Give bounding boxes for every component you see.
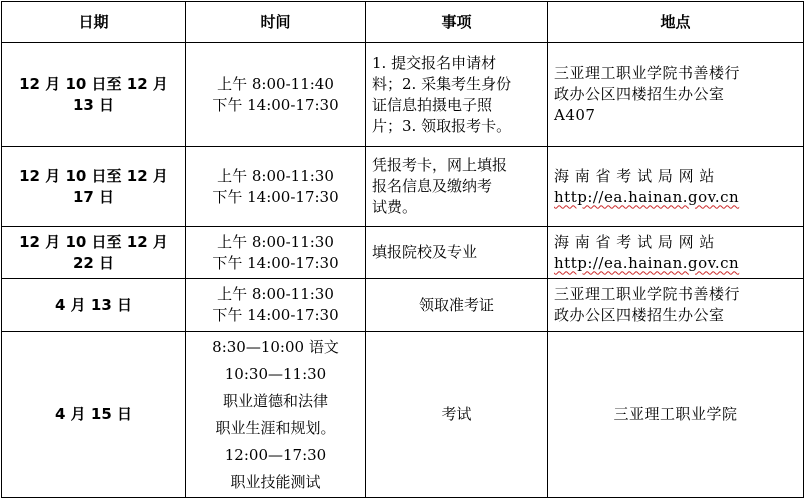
header-row xyxy=(2,2,804,43)
date-cell xyxy=(2,227,186,279)
time-line: 10:30—11:30 xyxy=(224,364,327,383)
time-line: 下午 14:00-17:30 xyxy=(212,187,339,206)
place-line: 三亚理工职业学院书善楼行 xyxy=(554,285,741,303)
item-line: 报名信息及缴纳考 xyxy=(372,177,493,195)
item-cell xyxy=(366,279,548,332)
time-line: 职业道德和法律 xyxy=(222,391,328,410)
date-line: 22 日 xyxy=(72,253,115,272)
date-cell xyxy=(2,43,186,147)
item-line: 证信息拍摄电子照 xyxy=(372,95,493,114)
time-line: 上午 8:00-11:30 xyxy=(217,285,334,303)
time-line: 下午 14:00-17:30 xyxy=(212,253,339,272)
table-row xyxy=(2,147,804,227)
schedule-table xyxy=(1,1,804,498)
date-line: 12 月 10 日至 12 月 xyxy=(19,74,168,93)
date-line: 12 月 10 日至 12 月 xyxy=(19,232,168,251)
place-line: 三亚理工职业学院 xyxy=(613,405,738,423)
date-line: 4 月 13 日 xyxy=(55,295,132,314)
time-cell xyxy=(186,227,366,279)
item-line: 片；3. 领取报考卡。 xyxy=(372,116,512,135)
time-line: 职业技能测试 xyxy=(230,472,321,491)
table-row xyxy=(2,279,804,332)
time-line: 上午 8:00-11:40 xyxy=(217,74,334,93)
item-line: 凭报考卡，网上填报 xyxy=(372,156,508,174)
date-cell xyxy=(2,332,186,498)
place-line: 海 南 省 考 试 局 网 站 xyxy=(554,232,715,251)
time-line: 上午 8:00-11:30 xyxy=(217,232,334,251)
item-line: 考试 xyxy=(441,405,472,423)
place-cell xyxy=(548,227,804,279)
time-line: 上午 8:00-11:30 xyxy=(217,166,334,185)
item-cell xyxy=(366,147,548,227)
place-line: 政办公区四楼招生办公室 xyxy=(554,306,725,324)
item-line: 1. 提交报名申请材 xyxy=(372,53,497,72)
header-time: 时间 xyxy=(186,2,366,43)
header-place: 地点 xyxy=(548,2,804,43)
table-row xyxy=(2,227,804,279)
place-cell xyxy=(548,43,804,147)
table-row xyxy=(2,43,804,147)
time-cell xyxy=(186,43,366,147)
header-item: 事项 xyxy=(366,2,548,43)
item-line: 填报院校及专业 xyxy=(372,243,478,261)
time-line: 8:30—10:00 语文 xyxy=(212,337,339,356)
date-cell xyxy=(2,147,186,227)
item-cell xyxy=(366,43,548,147)
item-line: 领取准考证 xyxy=(418,295,494,314)
place-cell xyxy=(548,332,804,498)
date-line: 4 月 15 日 xyxy=(55,405,132,423)
date-line: 12 月 10 日至 12 月 xyxy=(19,166,168,185)
website-link[interactable]: http://ea.hainan.gov.cn xyxy=(554,187,740,206)
place-cell xyxy=(548,279,804,332)
time-line: 下午 14:00-17:30 xyxy=(212,95,339,114)
time-cell xyxy=(186,279,366,332)
time-line: 职业生涯和规划。 xyxy=(215,418,336,437)
website-link[interactable]: http://ea.hainan.gov.cn xyxy=(554,253,740,272)
place-line: 三亚理工职业学院书善楼行 xyxy=(554,64,741,82)
item-cell xyxy=(366,227,548,279)
date-line: 13 日 xyxy=(72,95,115,114)
place-line: 海 南 省 考 试 局 网 站 xyxy=(554,166,715,185)
date-cell xyxy=(2,279,186,332)
place-cell xyxy=(548,147,804,227)
time-line: 12:00—17:30 xyxy=(224,445,327,464)
time-cell xyxy=(186,147,366,227)
date-line: 17 日 xyxy=(72,187,115,206)
item-cell xyxy=(366,332,548,498)
place-line: 政办公区四楼招生办公室 xyxy=(554,85,725,103)
table-row xyxy=(2,332,804,498)
item-line: 试费。 xyxy=(372,198,418,216)
time-line: 下午 14:00-17:30 xyxy=(212,306,339,324)
header-date: 日期 xyxy=(2,2,186,43)
time-cell xyxy=(186,332,366,498)
item-line: 料；2. 采集考生身份 xyxy=(372,74,512,93)
place-line: A407 xyxy=(554,106,596,124)
